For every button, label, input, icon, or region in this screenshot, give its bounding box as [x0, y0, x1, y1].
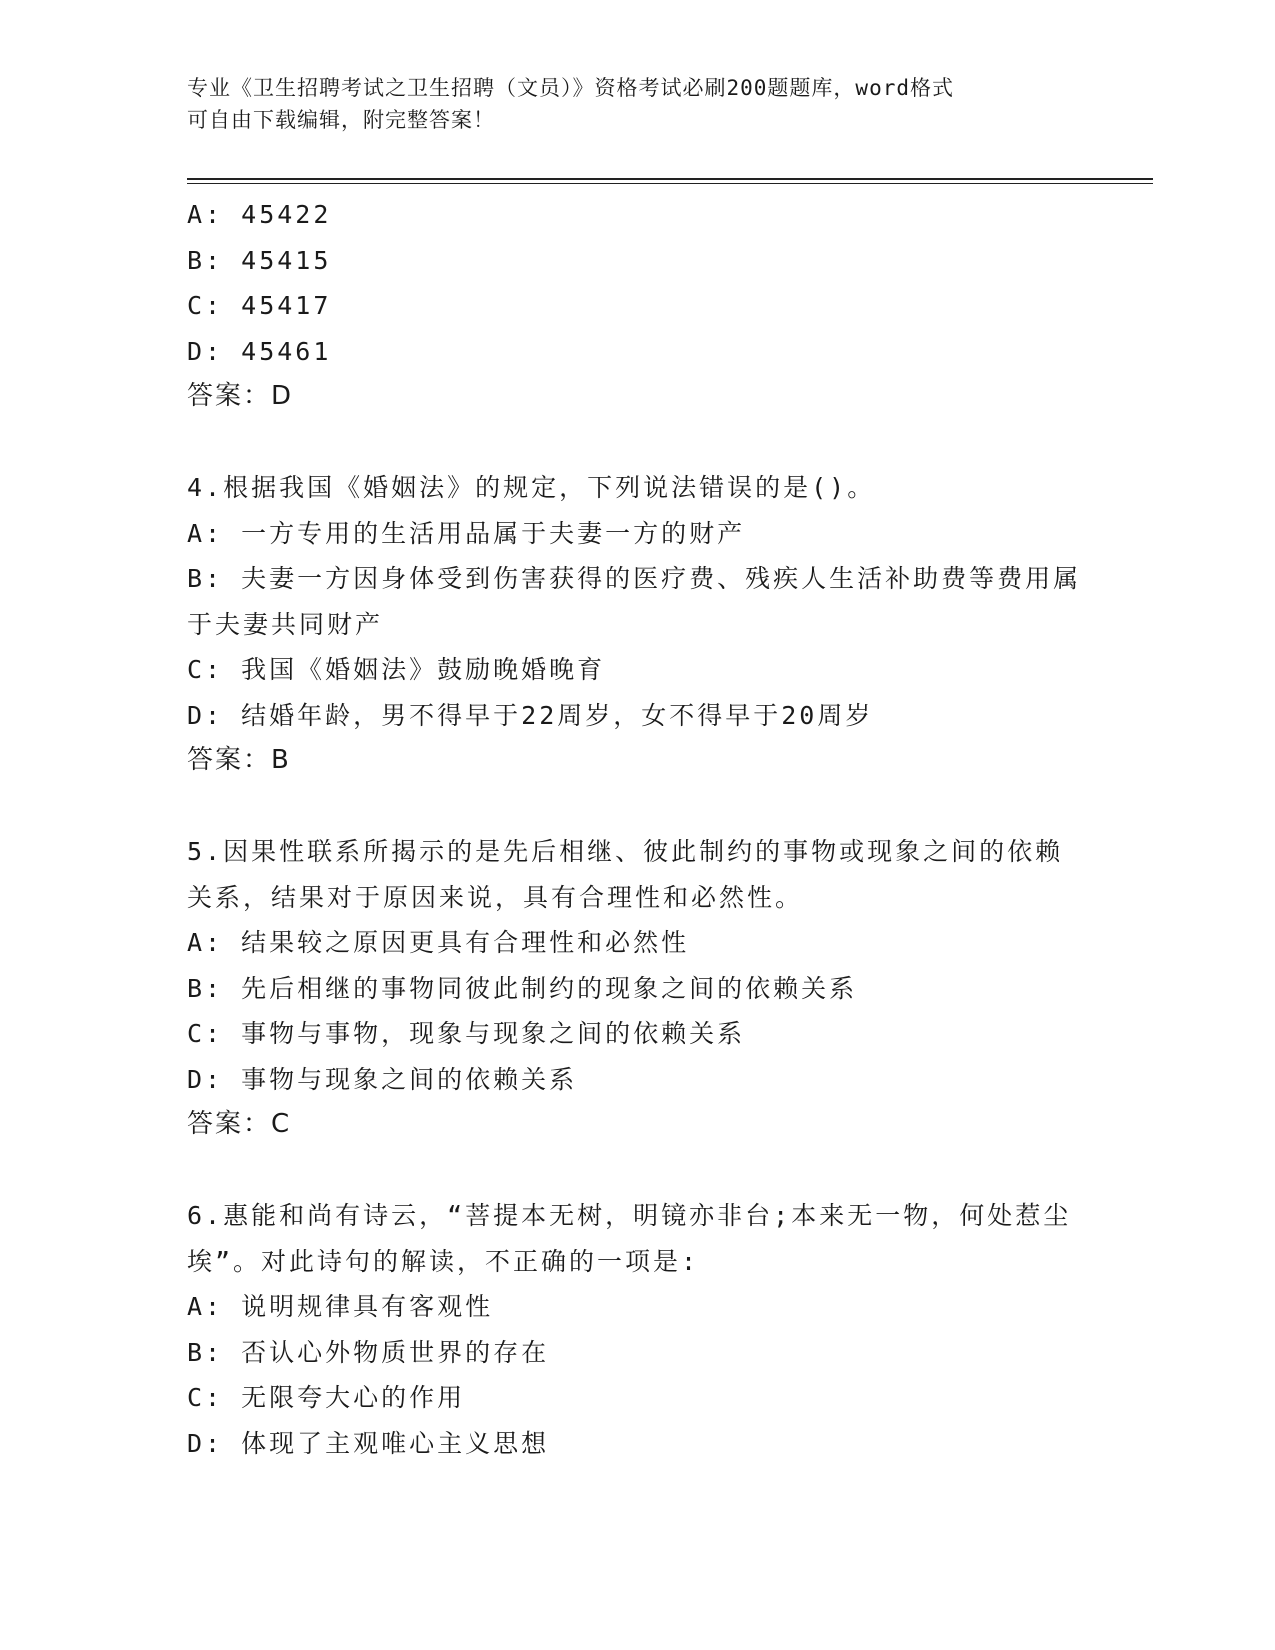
- option-c: C: 我国《婚姻法》鼓励晚婚晚育: [187, 655, 606, 684]
- question-5: [187, 829, 1087, 1148]
- answer: 答案：B: [187, 745, 291, 775]
- option-d: D: 结婚年龄，男不得早于22周岁，女不得早于20周岁: [187, 700, 874, 730]
- document-header: [187, 72, 1067, 136]
- option-d: D: 45461: [187, 336, 332, 366]
- option-b: B: 45415: [187, 245, 332, 275]
- question-stem: 6.惠能和尚有诗云，“菩提本无树，明镜亦非台;本来无一物，何处惹尘埃”。对此诗句的解读，不正确的一项是:: [187, 1201, 1072, 1276]
- option-b: B: 夫妻一方因身体受到伤害获得的医疗费、残疾人生活补助费等费用属于夫妻共同财产: [187, 564, 1082, 639]
- header-divider-thin: [187, 183, 1153, 184]
- option-c: C: 45417: [187, 291, 332, 320]
- answer: 答案：D: [187, 381, 294, 411]
- question-stem: 4.根据我国《婚姻法》的规定，下列说法错误的是()。: [187, 473, 876, 502]
- answer: 答案：C: [187, 1109, 292, 1139]
- question-6: [187, 1193, 1087, 1466]
- option-b: B: 否认心外物质世界的存在: [187, 1337, 550, 1367]
- header-line-2: 可自由下载编辑，附完整答案！: [187, 108, 495, 132]
- header-line-1: 专业《卫生招聘考试之卫生招聘（文员）》资格考试必刷200题题库，word格式: [187, 76, 954, 100]
- question-4: [187, 465, 1087, 784]
- question-3: [187, 192, 1087, 420]
- option-a: A: 一方专用的生活用品属于夫妻一方的财产: [187, 518, 746, 548]
- question-list: [187, 192, 1087, 1466]
- question-stem: 5.因果性联系所揭示的是先后相继、彼此制约的事物或现象之间的依赖关系，结果对于原因来说，具有合理性和必然性。: [187, 837, 1064, 912]
- header-divider: [187, 178, 1153, 180]
- option-d: D: 体现了主观唯心主义思想: [187, 1428, 550, 1458]
- option-a: A: 结果较之原因更具有合理性和必然性: [187, 928, 690, 957]
- option-b: B: 先后相继的事物同彼此制约的现象之间的依赖关系: [187, 973, 858, 1003]
- option-d: D: 事物与现象之间的依赖关系: [187, 1064, 578, 1094]
- option-c: C: 无限夸大心的作用: [187, 1383, 466, 1412]
- option-a: A: 45422: [187, 200, 332, 229]
- option-a: A: 说明规律具有客观性: [187, 1292, 494, 1321]
- option-c: C: 事物与事物，现象与现象之间的依赖关系: [187, 1019, 746, 1048]
